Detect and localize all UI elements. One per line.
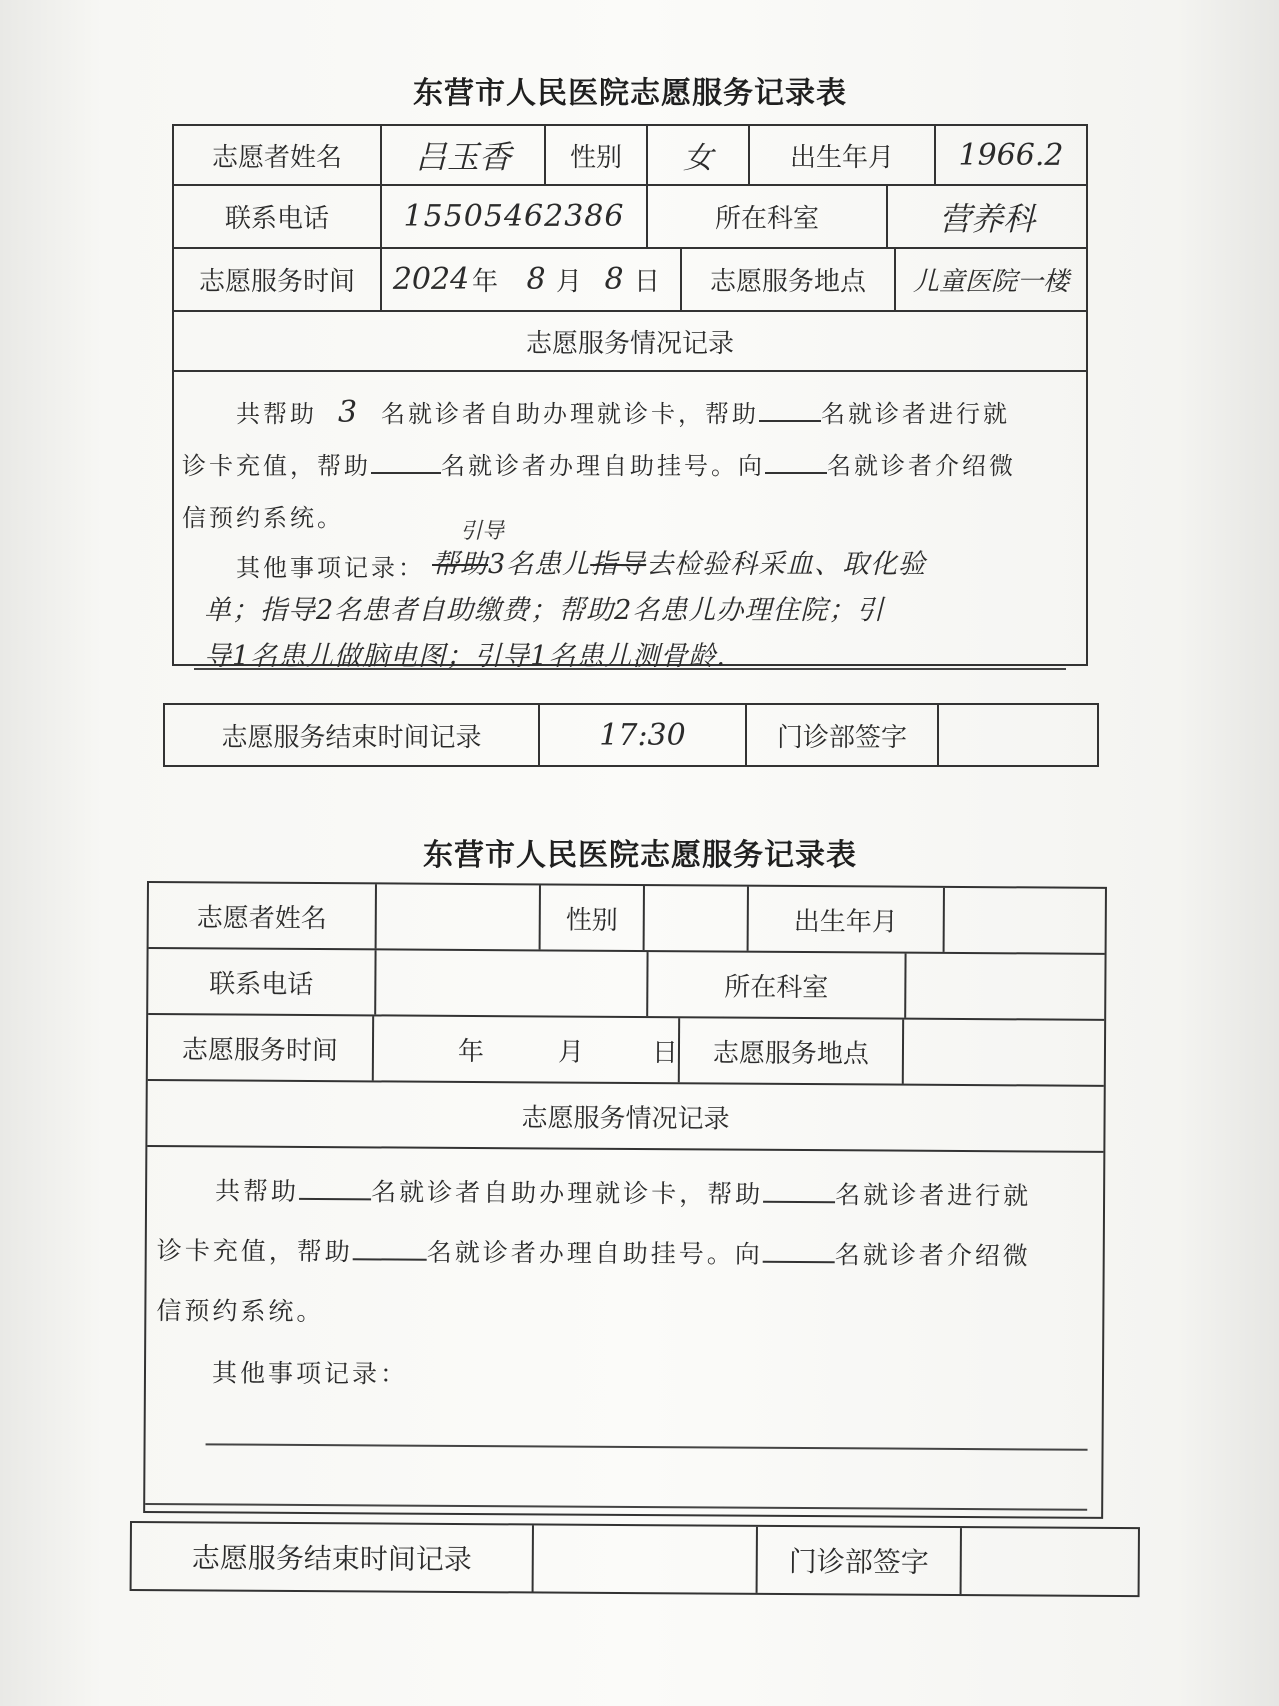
form1-other-line-3[interactable]: 导1名患儿做脑电图；引导1名患儿测骨龄. <box>204 641 726 672</box>
form1-place-label: 志愿服务地点 <box>682 249 896 310</box>
form1-month-value: 8 <box>526 262 546 297</box>
form2-other-underline-2 <box>145 1503 1087 1511</box>
form2-table <box>143 881 1107 1519</box>
form2-para-3: 信预约系统。 <box>156 1296 325 1327</box>
form1-table <box>172 124 1088 672</box>
form1-other-line-2[interactable]: 单；指导2名患者自助缴费；帮助2名患儿办理住院；引 <box>204 595 885 626</box>
form1-year-value: 2024 <box>392 262 470 297</box>
form2-department-label: 所在科室 <box>648 952 906 1018</box>
form1-end-time-value[interactable]: 17:30 <box>540 705 747 765</box>
form1-department-value[interactable]: 营养科 <box>938 199 1035 238</box>
form2-count-wechat[interactable] <box>763 1239 835 1263</box>
form1-row-record-header <box>174 312 1086 372</box>
form2-gender-value[interactable] <box>645 886 749 951</box>
form1-row-footer <box>165 705 1097 765</box>
form2-department-value[interactable] <box>906 954 1104 1019</box>
form1-row-contact <box>174 186 1086 249</box>
form2-other-underline-1 <box>206 1443 1088 1450</box>
form2-month-label: 月 <box>557 1037 585 1068</box>
form2-end-time-value[interactable] <box>534 1525 758 1592</box>
form1-record-header: 志愿服务情况记录 <box>525 328 734 359</box>
form1-count-card[interactable]: 3 <box>337 395 361 430</box>
form2-signature-value[interactable] <box>962 1528 1138 1595</box>
form1-other-underline <box>194 668 1066 670</box>
form1-other-line-1[interactable]: 帮助3名患儿指导去检验科采血、取化验 <box>432 549 927 580</box>
form1-other-insert: 引导 <box>460 519 505 544</box>
form1-end-time-label: 志愿服务结束时间记录 <box>165 705 540 765</box>
form1-name-label: 志愿者姓名 <box>174 126 382 184</box>
form1-other-label: 其他事项记录： <box>236 554 425 582</box>
form2-row-record-header <box>147 1081 1103 1153</box>
form1-count-wechat[interactable] <box>765 450 827 474</box>
form1-count-recharge[interactable] <box>759 398 821 422</box>
form1-para-1: 共帮助 3 名就诊者自助办理就诊卡，帮助 名就诊者进行就 <box>236 395 1010 430</box>
form2-row-contact <box>148 949 1104 1021</box>
form1-gender-value[interactable]: 女 <box>648 126 750 184</box>
form2-count-register[interactable] <box>353 1236 427 1260</box>
form1-count-register[interactable] <box>371 450 441 474</box>
form1-service-date[interactable] <box>382 249 682 310</box>
form2-signature-label: 门诊部签字 <box>758 1527 962 1594</box>
form1-year-label: 年 <box>472 267 499 297</box>
form2-birth-label: 出生年月 <box>749 887 945 952</box>
form1-place-value[interactable]: 儿童医院一楼 <box>912 267 1069 297</box>
form2-row-footer <box>132 1523 1138 1595</box>
form2-other-label: 其他事项记录： <box>211 1358 409 1389</box>
form2-para-2: 诊卡充值，帮助 名就诊者办理自助挂号。向 名就诊者介绍微 <box>156 1236 1031 1271</box>
form1-row-service <box>174 249 1086 312</box>
form2-phone-value[interactable] <box>376 950 648 1016</box>
form1-signature-label: 门诊部签字 <box>747 705 939 765</box>
form1-para-3: 信预约系统。 <box>182 504 344 532</box>
form1-birth-label: 出生年月 <box>750 126 936 184</box>
form1-service-time-label: 志愿服务时间 <box>174 249 382 310</box>
form2-service-date[interactable] <box>374 1016 680 1082</box>
form2-count-recharge[interactable] <box>763 1179 835 1203</box>
form2-year-label: 年 <box>457 1036 485 1067</box>
form2-place-label: 志愿服务地点 <box>680 1018 904 1083</box>
form2-gender-label: 性别 <box>541 885 645 950</box>
form1-phone-label: 联系电话 <box>174 186 382 247</box>
form2-end-time-label: 志愿服务结束时间记录 <box>132 1523 534 1591</box>
form2-place-value[interactable] <box>904 1020 1104 1085</box>
form1-row-record-body <box>174 372 1086 672</box>
form2-name-value[interactable] <box>377 884 541 949</box>
form1-department-label: 所在科室 <box>648 186 888 247</box>
form2-para-1: 共帮助 名就诊者自助办理就诊卡，帮助 名就诊者进行就 <box>215 1176 1032 1211</box>
form2-row-service <box>148 1015 1104 1087</box>
form2-birth-value[interactable] <box>945 888 1105 953</box>
form1-birth-value[interactable]: 1966.2 <box>958 137 1064 173</box>
form1-signature-value[interactable] <box>939 705 1097 765</box>
form1-title: 东营市人民医院志愿服务记录表 <box>413 76 847 111</box>
form2-name-label: 志愿者姓名 <box>149 883 377 948</box>
form2-service-time-label: 志愿服务时间 <box>148 1015 374 1080</box>
form1-row-identity <box>174 126 1086 186</box>
form2-title: 东营市人民医院志愿服务记录表 <box>423 838 857 873</box>
form2-phone-label: 联系电话 <box>148 949 376 1014</box>
form1-day-label: 日 <box>634 267 661 297</box>
form1-month-label: 月 <box>556 267 583 297</box>
form2-footer <box>130 1521 1140 1597</box>
form1-day-value: 8 <box>604 262 624 297</box>
form1-footer <box>163 703 1099 767</box>
form1-gender-label: 性别 <box>546 126 648 184</box>
form2-record-header: 志愿服务情况记录 <box>521 1102 730 1135</box>
form2-count-card[interactable] <box>299 1176 371 1200</box>
form2-day-label: 日 <box>651 1037 679 1068</box>
form1-phone-value[interactable]: 15505462386 <box>382 186 648 247</box>
form2-row-identity <box>149 883 1105 955</box>
form1-para-2: 诊卡充值，帮助 名就诊者办理自助挂号。向 名就诊者介绍微 <box>182 452 1016 480</box>
form1-name-value[interactable]: 吕玉香 <box>382 126 546 184</box>
form2-row-record-body <box>145 1147 1103 1521</box>
